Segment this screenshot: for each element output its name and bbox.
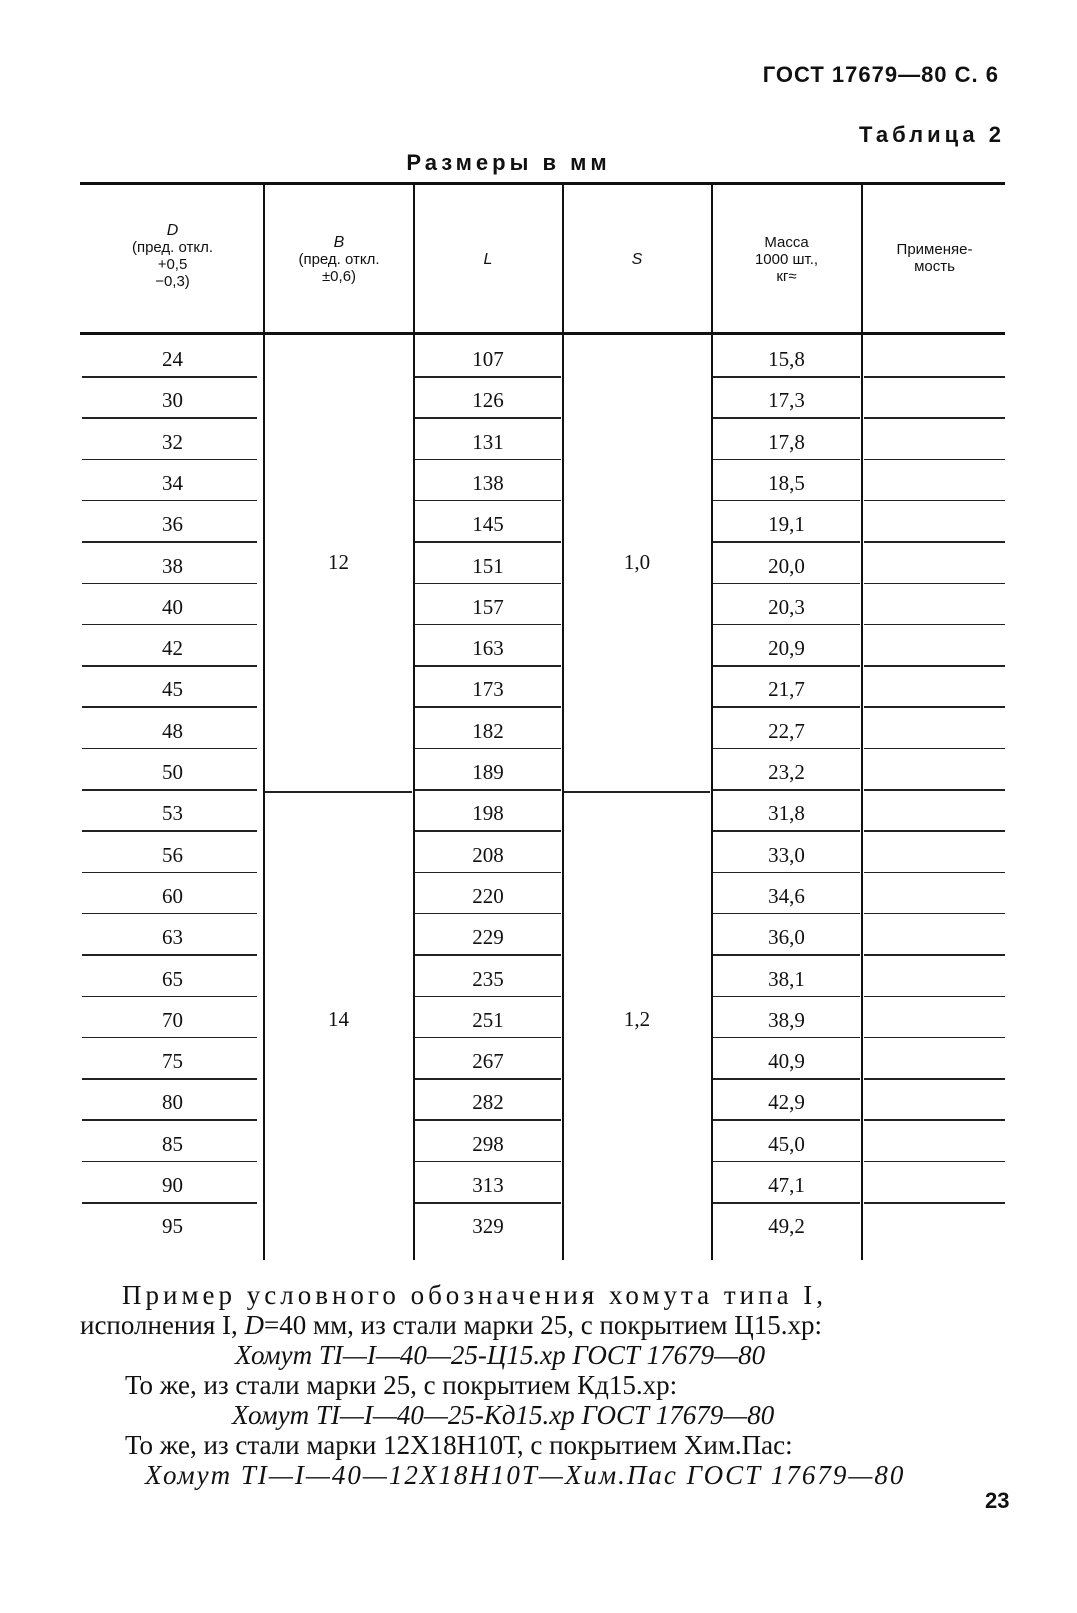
- row-separator: [82, 1119, 257, 1121]
- row-separator: [415, 1161, 561, 1163]
- row-separator: [82, 1037, 257, 1039]
- b-value-group-2: 14: [328, 1007, 349, 1031]
- column-header-mass: [713, 234, 860, 285]
- designation-example-2: Хомут TI—I—40—25-Кд15.хр ГОСТ 17679—80: [232, 1400, 775, 1430]
- cell-mass: 23,2: [768, 760, 805, 784]
- cell-l: 189: [472, 760, 504, 784]
- row-separator: [713, 872, 860, 874]
- cell-mass: 42,9: [768, 1090, 805, 1115]
- cell-mass: 20,9: [768, 636, 805, 661]
- cell-mass: 33,0: [768, 842, 805, 867]
- table-header-rule: [80, 332, 1005, 335]
- example-line-2: [80, 1310, 1015, 1340]
- row-separator: [415, 872, 561, 874]
- cell-d: 90: [162, 1173, 183, 1197]
- row-separator: [415, 913, 561, 915]
- cell-d: 45: [162, 677, 183, 702]
- cell-mass: 19,1: [768, 512, 805, 537]
- cell-mass: 34,6: [768, 883, 805, 908]
- row-separator: [415, 583, 561, 585]
- cell-d: 63: [162, 925, 183, 950]
- cell-mass: 40,9: [768, 1049, 805, 1074]
- cell-mass: 47,1: [768, 1173, 805, 1197]
- example-line-1: Пример условного обозначения хомута типа I,: [122, 1280, 828, 1310]
- cell-d: 50: [162, 760, 183, 784]
- row-separator: [713, 500, 860, 502]
- cell-d: 70: [162, 1007, 183, 1032]
- row-separator: [713, 1202, 860, 1204]
- column-note: ±0,6): [321, 268, 357, 285]
- row-separator: [864, 789, 1005, 791]
- row-separator: [713, 706, 860, 708]
- page-number: 23: [985, 1488, 1010, 1513]
- row-separator: [864, 541, 1005, 543]
- row-separator: [864, 872, 1005, 874]
- body-divider: [861, 335, 863, 1260]
- cell-l: 251: [472, 1007, 504, 1032]
- row-separator: [82, 872, 257, 874]
- example-line-4: То же, из стали марки 25, с покрытием Кд15.хр:: [125, 1370, 678, 1400]
- row-separator: [864, 417, 1005, 419]
- cell-l: 229: [472, 925, 504, 950]
- cell-mass: 17,3: [768, 388, 805, 413]
- cell-l: 138: [472, 470, 504, 495]
- row-separator: [713, 1161, 860, 1163]
- row-separator: [864, 376, 1005, 378]
- cell-mass: 20,3: [768, 594, 805, 619]
- table-title: Таблица 2: [858, 122, 1005, 147]
- row-separator: [864, 1202, 1005, 1204]
- row-separator: [713, 624, 860, 626]
- column-note: +0,5: [157, 256, 188, 273]
- row-separator: [713, 830, 860, 832]
- row-separator: [864, 1037, 1005, 1039]
- cell-l: 329: [472, 1214, 504, 1239]
- header-divider: [263, 185, 265, 332]
- row-separator: [713, 583, 860, 585]
- cell-d: 85: [162, 1131, 183, 1156]
- cell-mass: 38,1: [768, 966, 805, 991]
- cell-l: 173: [472, 677, 504, 702]
- cell-mass: 31,8: [768, 801, 805, 826]
- cell-l: 298: [472, 1131, 504, 1156]
- row-separator: [864, 913, 1005, 915]
- row-separator: [864, 583, 1005, 585]
- cell-d: 80: [162, 1090, 183, 1115]
- row-separator: [82, 706, 257, 708]
- row-separator: [82, 1161, 257, 1163]
- row-separator: [415, 706, 561, 708]
- table-units-caption: Размеры в мм: [406, 150, 611, 175]
- b-value-group-1: 12: [328, 550, 349, 574]
- cell-d: 40: [162, 594, 183, 619]
- row-separator: [82, 913, 257, 915]
- column-symbol: B: [333, 234, 345, 251]
- cell-mass: 49,2: [768, 1214, 805, 1239]
- cell-d: 42: [162, 636, 183, 661]
- column-note: (пред. откл.: [298, 251, 380, 268]
- row-separator: [82, 954, 257, 956]
- row-separator: [713, 789, 860, 791]
- cell-d: 34: [162, 470, 183, 495]
- row-separator: [713, 417, 860, 419]
- s-value-group-2: 1,2: [623, 1007, 651, 1031]
- column-symbol: L: [483, 251, 493, 268]
- row-separator: [864, 459, 1005, 461]
- row-separator: [864, 500, 1005, 502]
- column-symbol: S: [631, 251, 643, 268]
- cell-l: 220: [472, 883, 504, 908]
- cell-l: 182: [472, 718, 504, 743]
- row-separator: [864, 706, 1005, 708]
- cell-mass: 22,7: [768, 718, 805, 743]
- row-separator: [864, 996, 1005, 998]
- cell-l: 313: [472, 1173, 504, 1197]
- row-separator: [415, 1037, 561, 1039]
- column-note: (пред. откл.: [131, 239, 214, 256]
- column-header-s: [564, 251, 710, 268]
- row-separator: [82, 583, 257, 585]
- designation-example-1: Хомут TI—I—40—25-Ц15.хр ГОСТ 17679—80: [235, 1340, 766, 1370]
- row-separator: [82, 624, 257, 626]
- row-separator: [415, 500, 561, 502]
- cell-l: 163: [472, 636, 504, 661]
- row-separator: [82, 417, 257, 419]
- cell-l: 131: [472, 429, 504, 454]
- cell-mass: 18,5: [768, 470, 805, 495]
- cell-d: 56: [162, 842, 183, 867]
- body-divider: [562, 335, 564, 1260]
- row-separator: [415, 624, 561, 626]
- body-divider: [263, 335, 265, 1260]
- cell-d: 38: [162, 553, 183, 578]
- row-separator: [82, 1078, 257, 1080]
- row-separator: [415, 996, 561, 998]
- cell-d: 32: [162, 429, 183, 454]
- column-label: 1000 шт.,: [754, 251, 819, 268]
- cell-l: 267: [472, 1049, 504, 1074]
- cell-l: 208: [472, 842, 504, 867]
- row-separator: [82, 665, 257, 667]
- row-separator: [415, 1119, 561, 1121]
- cell-l: 235: [472, 966, 504, 991]
- cell-d: 53: [162, 801, 183, 826]
- row-separator: [415, 665, 561, 667]
- cell-mass: 38,9: [768, 1007, 805, 1032]
- cell-mass: 21,7: [768, 677, 805, 702]
- cell-l: 107: [472, 347, 504, 371]
- cell-l: 157: [472, 594, 504, 619]
- row-separator: [82, 541, 257, 543]
- group-separator: [265, 791, 412, 793]
- cell-d: 65: [162, 966, 183, 991]
- cell-l: 282: [472, 1090, 504, 1115]
- designation-example-3: Хомут TI—I—40—12Х18Н10Т—Хим.Пас ГОСТ 17679—80: [145, 1460, 906, 1490]
- row-separator: [82, 996, 257, 998]
- row-separator: [82, 789, 257, 791]
- example-line-2-start: исполнения I,: [80, 1310, 245, 1340]
- row-separator: [864, 954, 1005, 956]
- row-separator: [713, 541, 860, 543]
- row-separator: [82, 830, 257, 832]
- row-separator: [415, 376, 561, 378]
- cell-l: 151: [472, 553, 504, 578]
- column-label: Применяе-: [896, 241, 973, 258]
- row-separator: [864, 748, 1005, 750]
- header-divider: [861, 185, 863, 332]
- row-separator: [82, 376, 257, 378]
- row-separator: [415, 541, 561, 543]
- row-separator: [713, 459, 860, 461]
- row-separator: [864, 1161, 1005, 1163]
- row-separator: [713, 1037, 860, 1039]
- row-separator: [82, 748, 257, 750]
- row-separator: [713, 1119, 860, 1121]
- row-separator: [82, 459, 257, 461]
- column-header-d: [90, 222, 255, 290]
- row-separator: [415, 830, 561, 832]
- group-separator: [564, 791, 710, 793]
- column-label: кг≈: [776, 268, 797, 285]
- column-header-b: [266, 234, 412, 285]
- cell-d: 24: [162, 347, 183, 371]
- cell-l: 198: [472, 801, 504, 826]
- cell-mass: 45,0: [768, 1131, 805, 1156]
- cell-d: 75: [162, 1049, 183, 1074]
- row-separator: [864, 1119, 1005, 1121]
- column-header-use: [864, 241, 1005, 275]
- cell-l: 145: [472, 512, 504, 537]
- cell-d: 95: [162, 1214, 183, 1239]
- row-separator: [713, 376, 860, 378]
- row-separator: [713, 748, 860, 750]
- row-separator: [415, 417, 561, 419]
- row-separator: [713, 996, 860, 998]
- row-separator: [415, 1078, 561, 1080]
- table-top-rule: [80, 182, 1005, 185]
- cell-mass: 20,0: [768, 553, 805, 578]
- row-separator: [713, 665, 860, 667]
- row-separator: [82, 1202, 257, 1204]
- cell-mass: 15,8: [768, 347, 805, 371]
- cell-d: 30: [162, 388, 183, 413]
- row-separator: [415, 954, 561, 956]
- column-symbol: D: [166, 222, 179, 239]
- row-separator: [713, 1078, 860, 1080]
- row-separator: [864, 624, 1005, 626]
- row-separator: [713, 913, 860, 915]
- cell-mass: 36,0: [768, 925, 805, 950]
- row-separator: [415, 789, 561, 791]
- row-separator: [82, 500, 257, 502]
- column-note: −0,3): [155, 273, 190, 290]
- column-header-l: [415, 251, 561, 268]
- row-separator: [415, 459, 561, 461]
- cell-l: 126: [472, 388, 504, 413]
- column-label: мость: [914, 258, 955, 275]
- row-separator: [864, 665, 1005, 667]
- row-separator: [864, 830, 1005, 832]
- row-separator: [864, 1078, 1005, 1080]
- document-reference: ГОСТ 17679—80 С. 6: [762, 62, 999, 87]
- row-separator: [415, 1202, 561, 1204]
- example-line-2-symbol: D: [244, 1310, 264, 1340]
- cell-mass: 17,8: [768, 429, 805, 454]
- column-label: Масса: [764, 234, 809, 251]
- cell-d: 48: [162, 718, 183, 743]
- example-line-6: То же, из стали марки 12Х18Н10Т, с покрытием Хим.Пас:: [125, 1430, 793, 1460]
- row-separator: [415, 748, 561, 750]
- example-line-2-end: =40 мм, из стали марки 25, с покрытием Ц15.хр:: [264, 1310, 822, 1340]
- row-separator: [713, 954, 860, 956]
- cell-d: 60: [162, 883, 183, 908]
- cell-d: 36: [162, 512, 183, 537]
- s-value-group-1: 1,0: [623, 550, 651, 574]
